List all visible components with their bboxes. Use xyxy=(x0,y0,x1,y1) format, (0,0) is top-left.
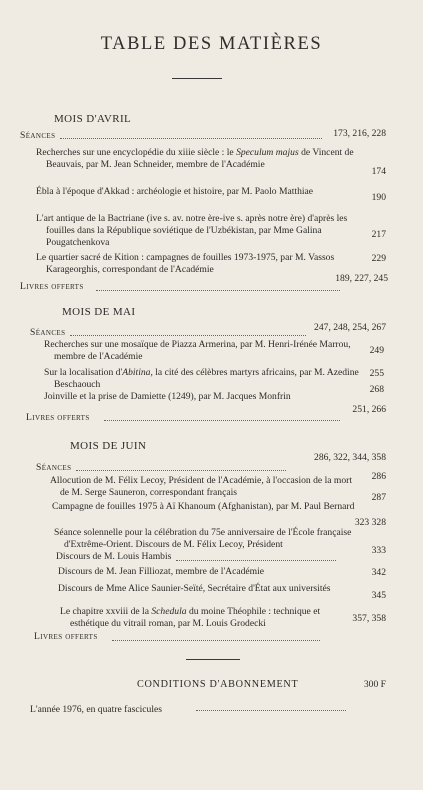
entry-page: 249 xyxy=(369,345,384,356)
leader-dots xyxy=(60,138,322,139)
entry-page: 255 xyxy=(369,368,384,379)
leader-dots xyxy=(70,335,306,336)
seances-label: Séances xyxy=(30,327,66,338)
conditions-heading: CONDITIONS D'ABONNEMENT xyxy=(137,679,299,690)
toc-entry: Discours de M. Louis Hambis xyxy=(56,551,172,562)
leader-dots xyxy=(176,560,336,561)
toc-entry: Campagne de fouilles 1975 à Aï Khanoum (Afghanistan), par M. Paul Bernard xyxy=(52,501,355,512)
seances-label: Séances xyxy=(20,130,56,141)
livres-pages: 189, 227, 245 xyxy=(335,273,388,284)
leader-dots xyxy=(104,420,340,421)
toc-entry: Allocution de M. Félix Lecoy, Président de l'Académie, à l'occasion de la mort de M. Serge Sauneron, correspondant français xyxy=(50,475,353,499)
toc-entry: Discours de M. Jean Filliozat, membre de l'Académie xyxy=(58,566,265,577)
toc-entry: Recherches sur une encyclopédie du xiiie siècle : le Speculum majus de Vincent de Beauvais, par M. Jean Schneider, membre de l'Académie xyxy=(36,147,354,171)
entry-page: 190 xyxy=(371,192,386,203)
toc-entry: Joinville et la prise de Damiette (1249), par M. Jacques Monfrin xyxy=(44,391,291,402)
month-heading-may: MOIS DE MAI xyxy=(62,306,136,318)
livres-pages: 251, 266 xyxy=(352,404,386,415)
subscription-line: L'année 1976, en quatre fascicules xyxy=(30,704,162,715)
seances-pages: 286, 322, 344, 358 xyxy=(314,452,386,463)
section-divider xyxy=(186,659,240,660)
toc-entry: Le quartier sacré de Kition : campagnes de fouilles 1973-1975, par M. Vassos Karageorghis, correspondant de l'Académie xyxy=(36,252,335,276)
livres-offerts-label: Livres offerts xyxy=(34,631,98,642)
entry-page: 345 xyxy=(371,590,386,601)
entry-page: 174 xyxy=(371,166,386,177)
entry-page: 323 328 xyxy=(354,517,386,528)
entry-page: 268 xyxy=(369,384,384,395)
leader-dots xyxy=(76,470,286,471)
toc-entry: Ébla à l'époque d'Akkad : archéologie et histoire, par M. Paolo Matthiae xyxy=(36,186,314,197)
livres-pages: 357, 358 xyxy=(352,613,386,624)
seances-label: Séances xyxy=(36,462,72,473)
seances-pages: 173, 216, 228 xyxy=(333,128,386,139)
livres-offerts-label: Livres offerts xyxy=(26,412,90,423)
subscription-price: 300 F xyxy=(363,679,386,690)
entry-page: 342 xyxy=(371,567,386,578)
month-heading-june: MOIS DE JUIN xyxy=(70,440,147,452)
toc-entry: Séance solennelle pour la célébration du 75e anniversaire de l'École française d'Extrême-Orient. Discours de M. Félix Lecoy, Président xyxy=(54,527,352,551)
entry-page: 229 xyxy=(371,253,386,264)
toc-entry: Le chapitre xxviii de la Schedula du moine Théophile : technique et esthétique du vitrail roman, par M. Louis Grodecki xyxy=(60,606,321,630)
livres-offerts-label: Livres offerts xyxy=(20,281,84,292)
toc-entry: Recherches sur une mosaïque de Piazza Armerina, par M. Henri-Irénée Marrou, membre de l'Académie xyxy=(44,339,351,363)
toc-entry: Discours de Mme Alice Saunier-Seïté, Secrétaire d'État aux universités xyxy=(58,583,331,594)
toc-entry: Sur la localisation d'Abitina, la cité des célèbres martyrs africains, par M. Azedine Beschaouch xyxy=(44,367,359,391)
month-heading-april: MOIS D'AVRIL xyxy=(54,113,132,125)
leader-dots xyxy=(112,640,320,641)
entry-page: 287 xyxy=(371,492,386,503)
toc-entry: L'art antique de la Bactriane (ive s. av. notre ère-ive s. après notre ère) d'après les fouilles dans la République soviétique de l'Uzbékistan, par Mme Galina Pougatchenkova xyxy=(36,213,348,249)
seances-pages: 247, 248, 254, 267 xyxy=(314,322,386,333)
page-title: TABLE DES MATIÈRES xyxy=(100,34,323,54)
leader-dots xyxy=(96,290,340,291)
entry-page: 333 xyxy=(371,545,386,556)
leader-dots xyxy=(196,710,346,711)
entry-page: 286 xyxy=(371,471,386,482)
title-divider xyxy=(172,78,222,79)
entry-page: 217 xyxy=(371,229,386,240)
